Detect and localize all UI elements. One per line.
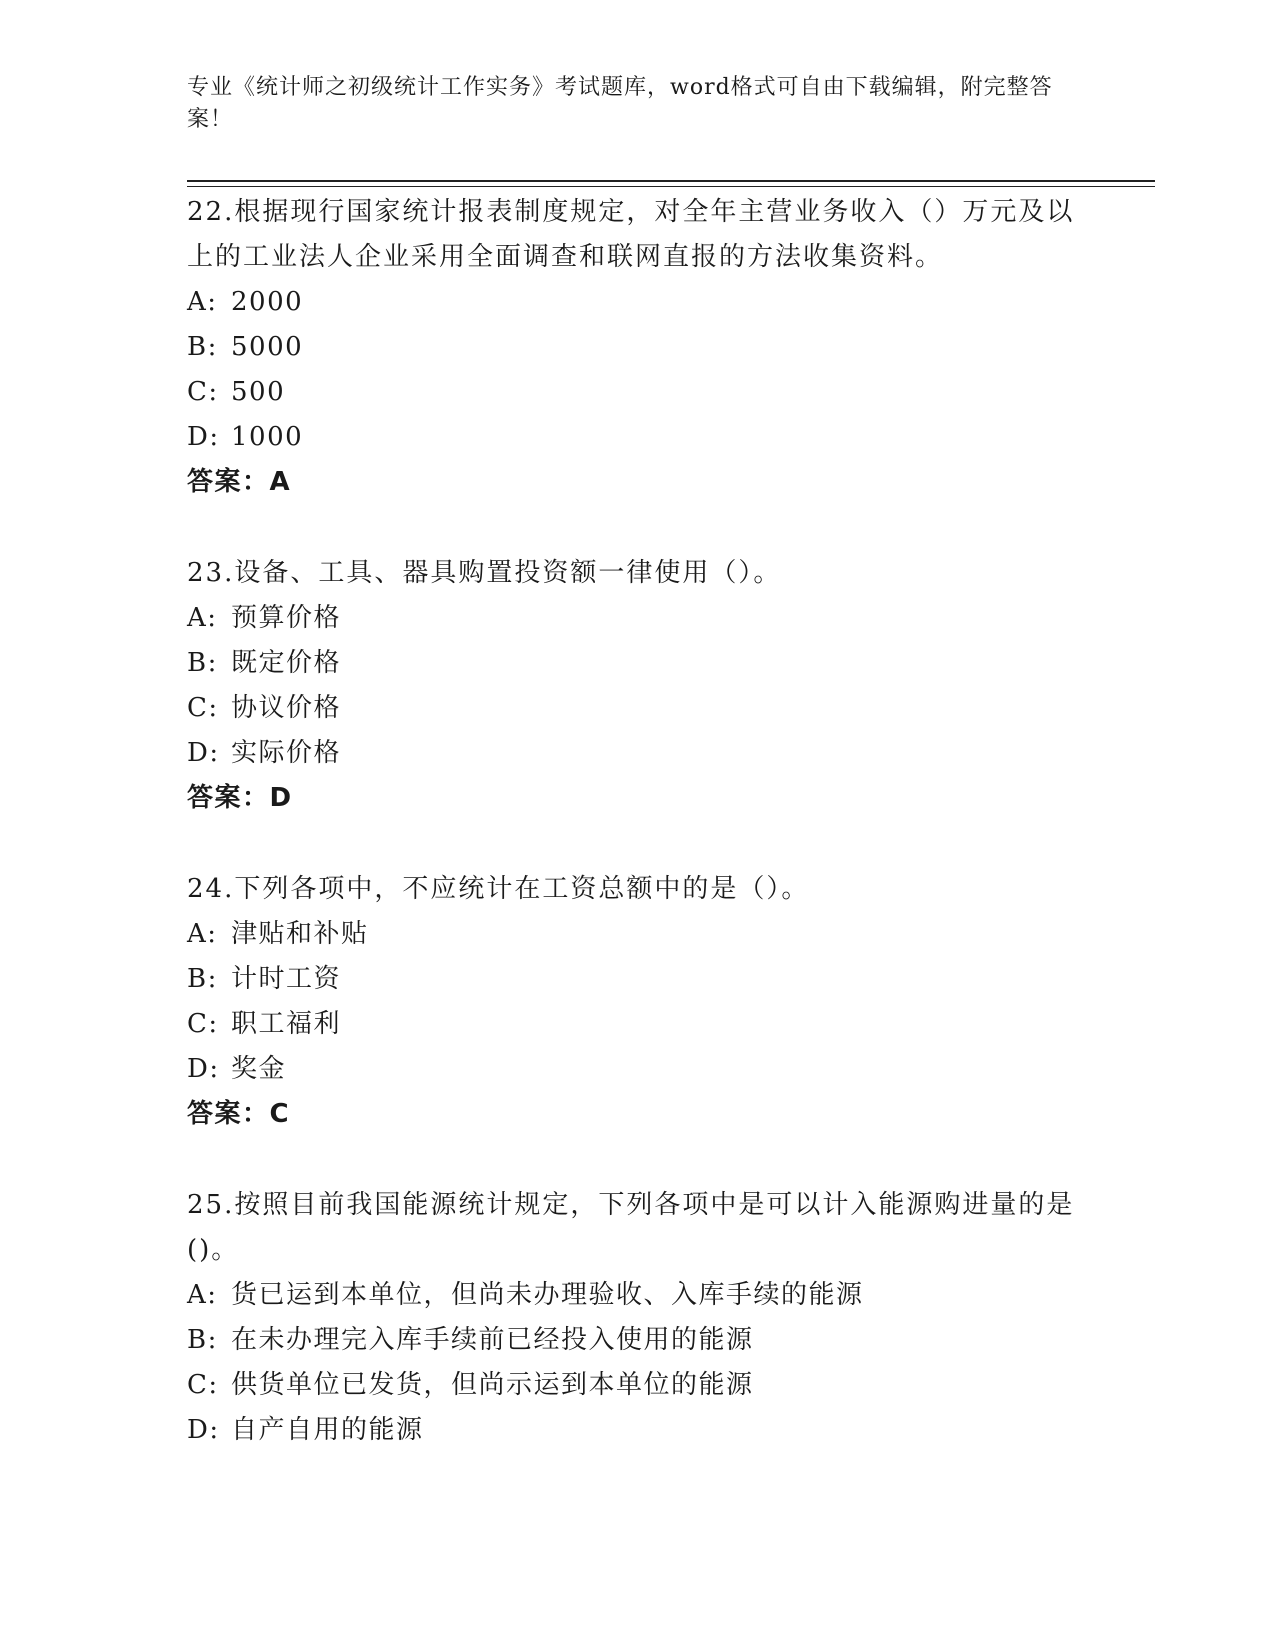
option-c (187, 686, 1087, 731)
question-stem: 24.下列各项中，不应统计在工资总额中的是（）。 (187, 874, 810, 904)
option-b (187, 957, 1087, 1002)
option-c (187, 370, 1087, 415)
option-text: 5000 (231, 332, 304, 362)
option-d (187, 415, 1087, 460)
option-text: 货已运到本单位，但尚未办理验收、入库手续的能源 (231, 1280, 864, 1310)
option-text: 供货单位已发货，但尚示运到本单位的能源 (231, 1370, 754, 1400)
option-text: 自产自用的能源 (231, 1415, 424, 1445)
option-b (187, 641, 1087, 686)
option-label: D: (187, 422, 220, 452)
answer-line: 答案：A (187, 467, 292, 497)
header-divider-thick (187, 180, 1155, 182)
option-label: B: (187, 964, 218, 994)
option-label: B: (187, 1325, 218, 1355)
option-label: D: (187, 1054, 220, 1084)
question-22 (187, 188, 1087, 505)
header-divider-thin (187, 186, 1155, 187)
header-intro-text: 专业《统计师之初级统计工作实务》考试题库，word格式可自由下载编辑，附完整答案！ (187, 75, 1053, 132)
option-text: 500 (231, 377, 286, 407)
option-d (187, 1408, 1087, 1453)
question-list (187, 188, 1087, 1453)
question-23 (187, 549, 1087, 821)
option-d (187, 731, 1087, 776)
option-label: A: (187, 1280, 218, 1310)
option-label: B: (187, 648, 218, 678)
option-label: C: (187, 1009, 219, 1039)
option-text: 预算价格 (231, 603, 342, 633)
option-label: D: (187, 1415, 220, 1445)
option-label: A: (187, 603, 218, 633)
option-a (187, 912, 1087, 957)
option-text: 2000 (231, 287, 304, 317)
option-text: 津贴和补贴 (231, 919, 369, 949)
question-stem: 25.按照目前我国能源统计规定，下列各项中是可以计入能源购进量的是()。 (187, 1190, 1075, 1265)
option-b (187, 325, 1087, 370)
option-d (187, 1047, 1087, 1092)
option-b (187, 1318, 1087, 1363)
question-24 (187, 865, 1087, 1137)
option-label: A: (187, 287, 218, 317)
option-label: C: (187, 1370, 219, 1400)
option-text: 协议价格 (231, 693, 342, 723)
option-label: C: (187, 377, 219, 407)
question-stem: 22.根据现行国家统计报表制度规定，对全年主营业务收入（）万元及以上的工业法人企业采用全面调查和联网直报的方法收集资料。 (187, 197, 1075, 272)
option-text: 1000 (231, 422, 304, 452)
option-text: 计时工资 (231, 964, 342, 994)
option-text: 职工福利 (231, 1009, 342, 1039)
option-text: 在未办理完入库手续前已经投入使用的能源 (231, 1325, 754, 1355)
option-label: B: (187, 332, 218, 362)
option-text: 既定价格 (231, 648, 342, 678)
document-header (187, 72, 1067, 136)
option-label: D: (187, 738, 220, 768)
question-stem: 23.设备、工具、器具购置投资额一律使用（）。 (187, 558, 782, 588)
option-a (187, 280, 1087, 325)
answer-line: 答案：C (187, 1099, 291, 1129)
option-a (187, 596, 1087, 641)
option-c (187, 1002, 1087, 1047)
option-label: C: (187, 693, 219, 723)
answer-line: 答案：D (187, 783, 293, 813)
question-25 (187, 1181, 1087, 1453)
option-label: A: (187, 919, 218, 949)
option-text: 奖金 (231, 1054, 287, 1084)
option-c (187, 1363, 1087, 1408)
option-text: 实际价格 (231, 738, 342, 768)
option-a (187, 1273, 1087, 1318)
